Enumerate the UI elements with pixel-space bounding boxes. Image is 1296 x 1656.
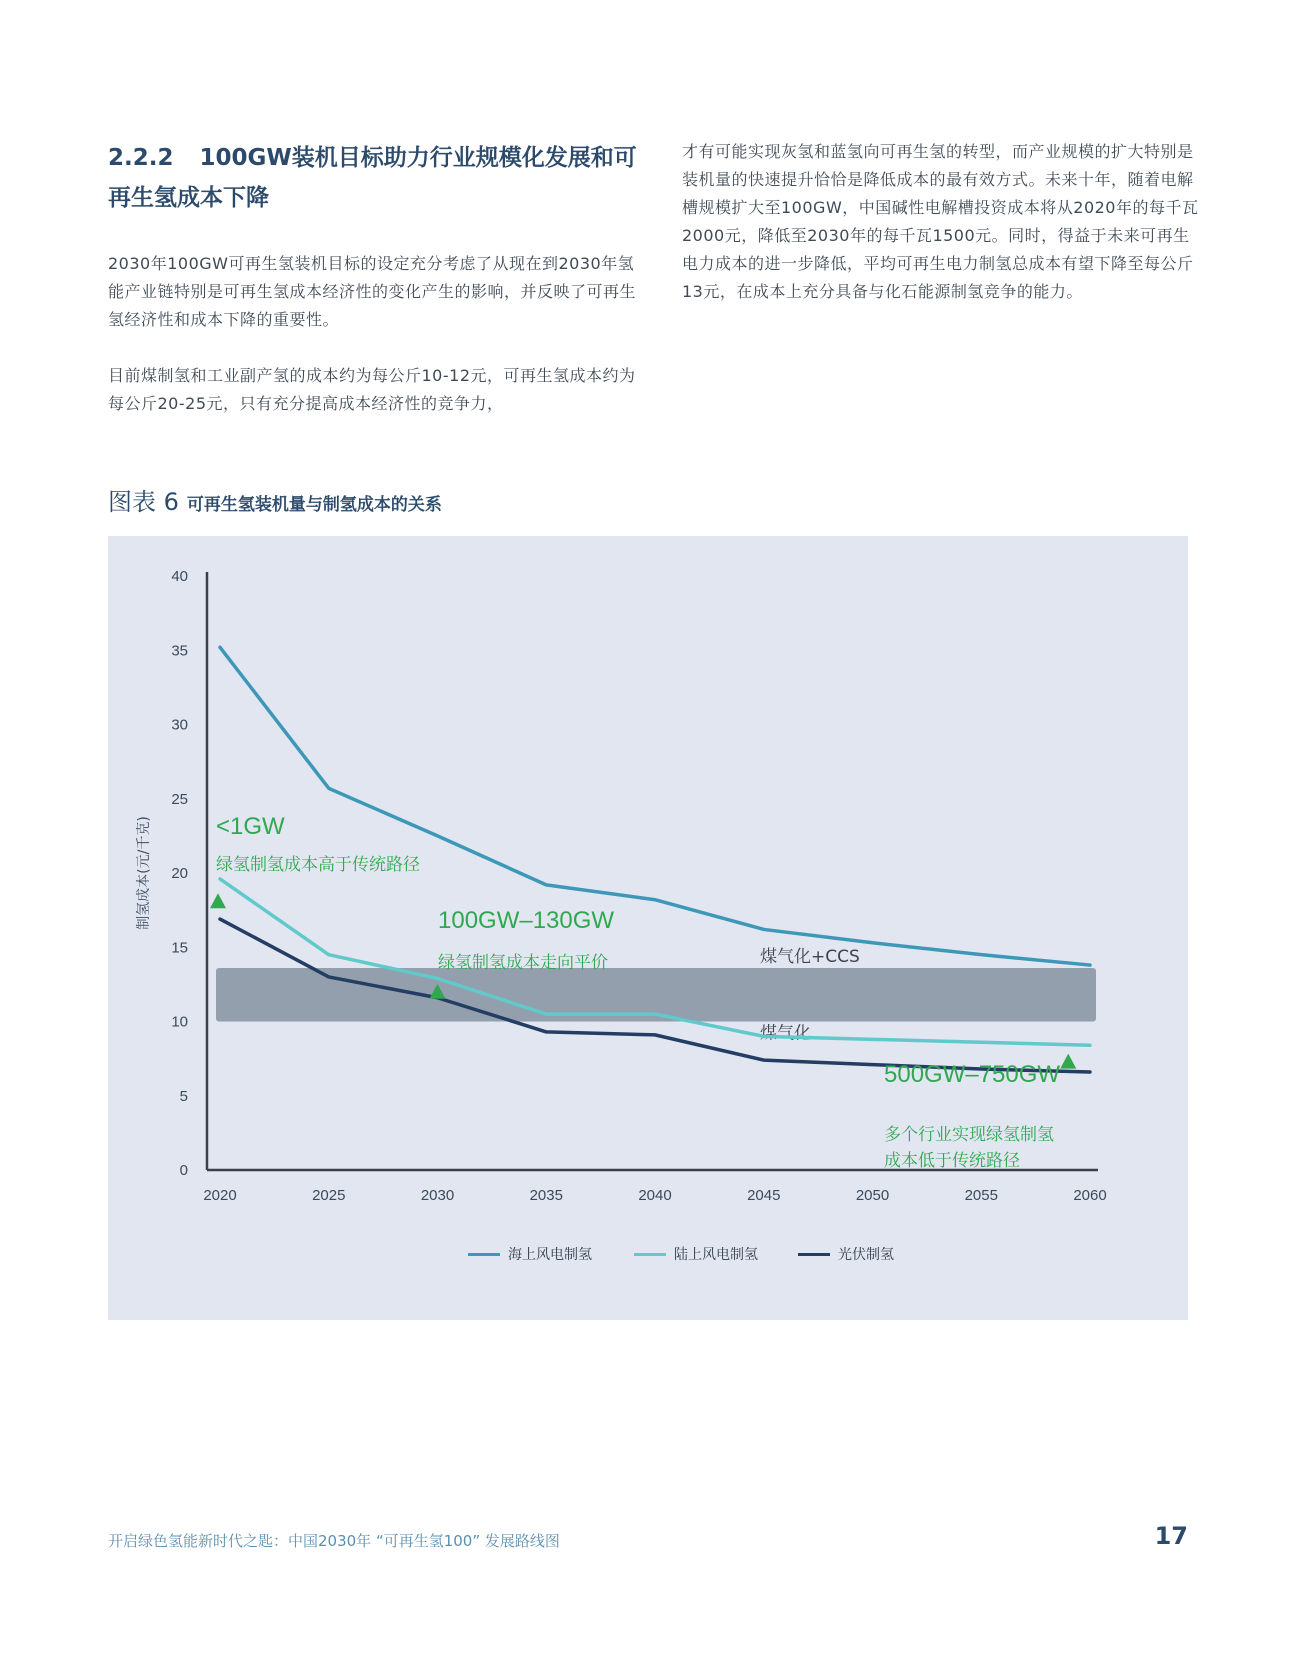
legend-swatch	[798, 1253, 830, 1256]
triangle-marker-1	[210, 893, 226, 908]
chart-legend	[108, 1244, 1188, 1268]
triangle-marker-3	[1060, 1054, 1076, 1069]
y-tick-label: 25	[171, 790, 188, 808]
legend-label: 光伏制氢	[838, 1247, 894, 1263]
legend-swatch	[634, 1253, 666, 1256]
line-chart	[108, 536, 1188, 1236]
x-tick-label: 2030	[420, 1187, 455, 1204]
body-paragraph-1: 2030年100GW可再生氢装机目标的设定充分考虑了从现在到2030年氢能产业链特别是可再生氢成本经济性的变化产生的影响，并反映了可再生氢经济性和成本下降的重要性。	[108, 254, 637, 329]
x-tick-label: 2055	[964, 1187, 998, 1204]
y-tick-label: 15	[171, 939, 188, 957]
x-tick-label: 2045	[747, 1187, 781, 1204]
annotation-text-2: 绿氢制氢成本走向平价	[438, 953, 608, 973]
y-axis-label: 制氢成本(元/千克)	[136, 816, 152, 930]
y-tick-label: 0	[179, 1162, 188, 1179]
x-tick-label: 2050	[855, 1187, 890, 1204]
annotation-headline-1: <1GW	[216, 813, 285, 840]
section-title: 100GW装机目标助力行业规模化发展和可再生氢成本下降	[108, 145, 637, 211]
band-label-ccs: 煤气化+CCS	[760, 947, 860, 968]
y-tick-label: 20	[171, 865, 188, 882]
legend-label: 海上风电制氢	[508, 1247, 592, 1263]
series-line-1	[220, 647, 1090, 968]
y-tick-label: 30	[171, 716, 188, 734]
legend-item	[798, 1244, 894, 1264]
x-tick-label: 2040	[638, 1187, 672, 1204]
footer-title: 开启绿色氢能新时代之匙：中国2030年 “可再生氢100” 发展路线图	[108, 1532, 560, 1550]
x-tick-label: 2025	[312, 1187, 346, 1204]
y-tick-label: 40	[171, 568, 188, 585]
annotation-headline-3: 500GW–750GW	[884, 1061, 1061, 1088]
legend-item	[468, 1244, 592, 1264]
annotation-text-3: 多个行业实现绿氢制氢	[884, 1125, 1054, 1145]
section-number: 2.2.2	[108, 145, 174, 171]
figure-title: 可再生氢装机量与制氢成本的关系	[186, 495, 442, 515]
figure-label: 图表 6	[108, 488, 179, 516]
x-tick-label: 2020	[203, 1187, 237, 1204]
y-tick-label: 35	[171, 642, 188, 660]
band-label-coal: 煤气化	[760, 1023, 811, 1044]
legend-label: 陆上风电制氢	[674, 1247, 758, 1263]
y-tick-label: 10	[171, 1013, 188, 1031]
y-tick-label: 5	[179, 1087, 188, 1105]
page-number: 17	[1154, 1522, 1188, 1550]
chart-panel	[108, 536, 1188, 1320]
legend-item	[634, 1244, 758, 1264]
section-heading	[108, 138, 648, 218]
x-tick-label: 2035	[529, 1187, 563, 1204]
figure-caption	[108, 482, 442, 517]
legend-swatch	[468, 1253, 500, 1256]
annotation-text-3: 成本低于传统路径	[884, 1151, 1020, 1171]
body-paragraph-3: 才有可能实现灰氢和蓝氢向可再生氢的转型，而产业规模的扩大特别是装机量的快速提升恰恰是降低成本的最有效方式。未来十年，随着电解槽规模扩大至100GW，中国碱性电解槽投资成本将从2020年的每千瓦2000元，降低至2030年的每千瓦1500元。同时，得益于未来可再生电力成本的进一步降低，平均可再生电力制氢总成本有望下降至每公斤13元，在成本上充分具备与化石能源制氢竞争的能力。	[682, 142, 1199, 301]
body-paragraph-2: 目前煤制氢和工业副产氢的成本约为每公斤10-12元，可再生氢成本约为每公斤20-25元，只有充分提高成本经济性的竞争力，	[108, 366, 636, 413]
x-tick-label: 2060	[1073, 1187, 1107, 1204]
annotation-headline-2: 100GW–130GW	[438, 907, 615, 934]
annotation-text-1: 绿氢制氢成本高于传统路径	[216, 855, 420, 875]
